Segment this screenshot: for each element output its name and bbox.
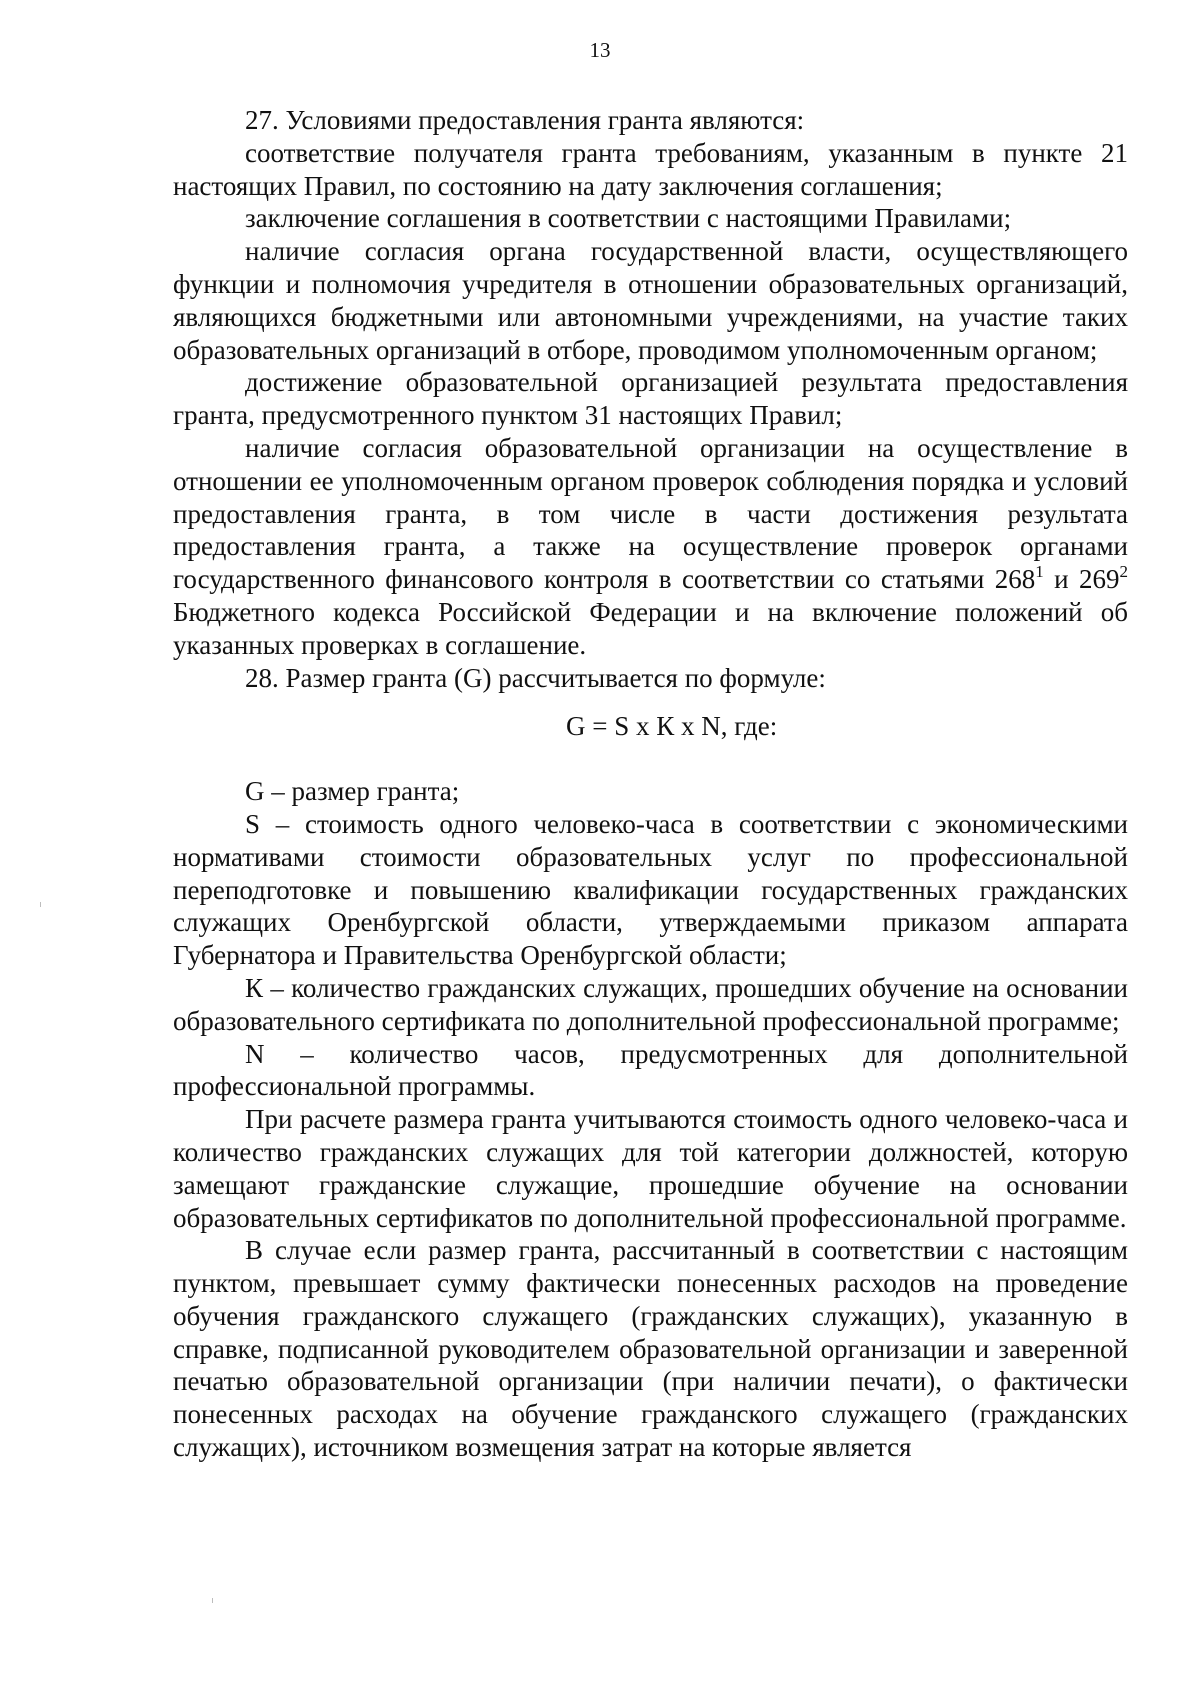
paragraph-27-heading: 27. Условиями предоставления гранта являются: — [245, 105, 805, 135]
document-body — [173, 104, 1128, 1464]
definition-s: S – стоимость одного человеко-часа в соответствии с экономическими нормативами стоимости образовательных услуг по профессиональной переподготовке и повышению квалификации государственных гражданских служащих Оренбургской области, утверждаемыми приказом аппарата Губернатора и Правительства Оренбургской области; — [173, 808, 1128, 971]
condition-compliance: соответствие получателя гранта требованиям, указанным в пункте 21 настоящих Правил, по состоянию на дату заключения соглашения; — [173, 137, 1128, 201]
page-number: 13 — [589, 38, 611, 62]
condition-audit-consent — [173, 432, 1128, 662]
definition-k: К – количество гражданских служащих, прошедших обучение на основании образовательного сертификата по дополнительной профессиональной программе; — [173, 972, 1128, 1036]
condition-agreement: заключение соглашения в соответствии с настоящими Правилами; — [245, 203, 1012, 234]
audit-consent-text-1: наличие согласия образовательной организации на осуществление в отношении ее уполномоченным органом проверок соблюдения порядка и условий предоставления гранта, в том числе в части достижения результата предоставления гранта, а также на осуществление проверок органами государственного финансового контроля в соответствии со статьями 268 — [173, 432, 1128, 595]
scan-artifact-mark — [40, 902, 41, 907]
condition-founder-consent: наличие согласия органа государственной власти, осуществляющего функции и полномочия учредителя в отношении образовательных организаций, являющихся бюджетными или автономными учреждениями, на участие таких образовательных организаций в отборе, проводимом уполномоченным органом; — [173, 236, 1128, 365]
scan-artifact-mark — [212, 1598, 213, 1603]
condition-result-achievement: достижение образовательной организацией результата предоставления гранта, предусмотренного пунктом 31 настоящих Правил; — [173, 367, 1128, 431]
paragraph-28-heading: 28. Размер гранта (G) рассчитывается по формуле: — [245, 662, 826, 693]
definition-n: N – количество часов, предусмотренных для дополнительной профессиональной программы. — [173, 1038, 1128, 1102]
superscript-2: 2 — [1119, 562, 1129, 582]
excess-case-paragraph: В случае если размер гранта, рассчитанный в соответствии с настоящим пунктом, превышает сумму фактически понесенных расходов на проведение обучения гражданского служащего (гражданских служащих), указанную в справке, подписанной руководителем образовательной организации и заверенной печатью образовательной организации (при наличии печати), о фактически понесенных расходах на обучение гражданского служащего (гражданских служащих), источником возмещения затрат на которые является — [173, 1235, 1128, 1463]
grant-formula: G = S x К x N, где: — [566, 711, 778, 742]
definition-g: G – размер гранта; — [245, 776, 460, 807]
superscript-1: 1 — [1035, 562, 1044, 582]
audit-consent-text-3: Бюджетного кодекса Российской Федерации и на включение положений об указанных проверках в соглашение. — [173, 596, 1128, 660]
audit-consent-text-2: и 269 — [1043, 564, 1120, 595]
calculation-note: При расчете размера гранта учитываются стоимость одного человеко-часа и количество гражданских служащих для той категории должностей, которую замещают гражданские служащие, прошедшие обучение на основании образовательных сертификатов по дополнительной профессиональной программе. — [173, 1104, 1128, 1233]
